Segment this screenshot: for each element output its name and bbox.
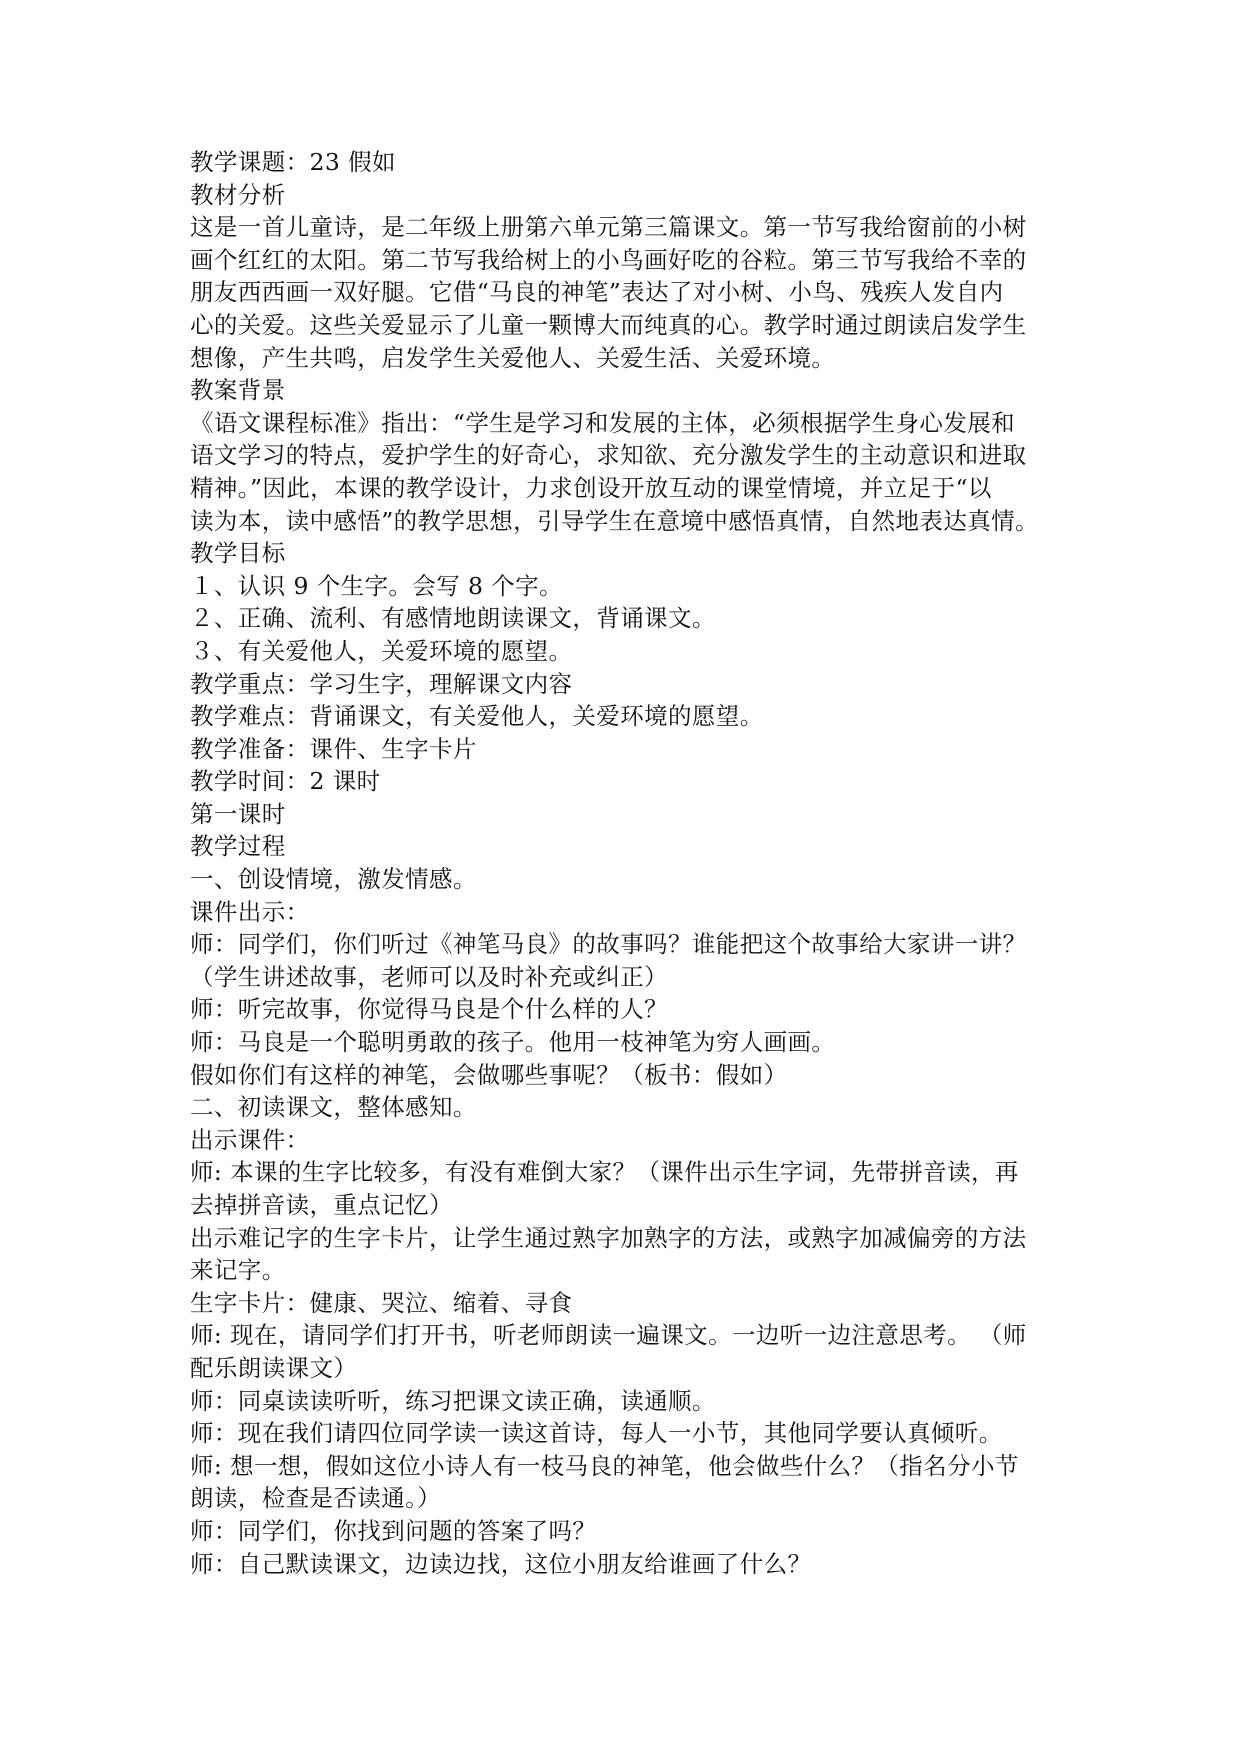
difficult-point: 教学难点：背诵课文，有关爱他人，关爱环境的愿望。 [190, 702, 764, 731]
document-page [190, 146, 1060, 1580]
paragraph-line: 朋友西西画一双好腿。它借“马良的神笔”表达了对小树、小鸟、残疾人发自内 [190, 278, 1004, 307]
paragraph-line: 师：同学们，你找到问题的答案了吗？ [190, 1516, 597, 1545]
paragraph-line: 师: 本课的生字比较多，有没有难倒大家？（课件出示生字词，先带拼音读，再 [190, 1158, 1019, 1187]
teaching-time: 教学时间：2 课时 [190, 767, 381, 796]
lesson-title: 教学课题：23 假如 [190, 148, 396, 176]
paragraph-line: 出示课件： [190, 1125, 310, 1154]
paragraph-line: 来记字。 [190, 1256, 286, 1285]
paragraph-line: 去掉拼音读，重点记忆） [190, 1191, 453, 1219]
section-heading-process: 教学过程 [190, 832, 286, 861]
section-heading-analysis: 教材分析 [190, 180, 286, 209]
paragraph-line: 师: 想一想，假如这位小诗人有一枝马良的神笔，他会做些什么？（指名分小节 [190, 1451, 1019, 1480]
paragraph-line: 生字卡片：健康、哭泣、缩着、寻食 [190, 1288, 573, 1317]
paragraph-line: 师：听完故事，你觉得马良是个什么样的人？ [190, 995, 668, 1024]
paragraph-line: 师：自己默读课文，边读边找，这位小朋友给谁画了什么？ [190, 1549, 812, 1578]
paragraph-line: 心的关爱。这些关爱显示了儿童一颗博大而纯真的心。教学时通过朗读启发学生 [190, 310, 1027, 339]
paragraph-line: 配乐朗读课文） [190, 1353, 358, 1382]
paragraph-line: 精神。”因此，本课的教学设计，力求创设开放互动的课堂情境，并立足于“以 [190, 473, 992, 502]
step-heading: 一、创设情境，激发情感。 [190, 865, 477, 894]
paragraph-line: 师：同学们，你们听过《神笔马良》的故事吗？谁能把这个故事给大家讲一讲？ [190, 930, 1027, 959]
paragraph-line: 画个红红的太阳。第二节写我给树上的小鸟画好吃的谷粒。第三节写我给不幸的 [190, 245, 1027, 274]
paragraph-line: 假如你们有这样的神笔，会做哪些事呢？（板书：假如） [190, 1060, 788, 1089]
paragraph-line: 出示难记字的生字卡片，让学生通过熟字加熟字的方法，或熟字加减偏旁的方法 [190, 1223, 1027, 1252]
paragraph-line: 师: 现在，请同学们打开书，听老师朗读一遍课文。一边听一边注意思考。 （师 [190, 1321, 1027, 1350]
paragraph-line: 语文学习的特点，爱护学生的好奇心，求知欲、充分激发学生的主动意识和进取 [190, 441, 1027, 470]
paragraph-line: 师：马良是一个聪明勇敢的孩子。他用一枝神笔为穷人画画。 [190, 1028, 836, 1057]
paragraph-line: （学生讲述故事，老师可以及时补充或纠正） [190, 962, 668, 991]
goal-item: １、认识 9 个生字。会写 8 个字。 [190, 571, 563, 600]
paragraph-line: 朗读，检查是否读通。） [190, 1484, 442, 1513]
lesson-period-heading: 第一课时 [190, 799, 286, 828]
paragraph-line: 《语文课程标准》指出：“学生是学习和发展的主体，必须根据学生身心发展和 [190, 408, 1016, 437]
section-heading-goals: 教学目标 [190, 539, 286, 568]
paragraph-line: 读为本，读中感悟”的教学思想，引导学生在意境中感悟真情，自然地表达真情。 [190, 506, 1039, 535]
goal-item: ２、正确、流利、有感情地朗读课文，背诵课文。 [190, 604, 716, 633]
paragraph-line: 师：现在我们请四位同学读一读这首诗，每人一小节，其他同学要认真倾听。 [190, 1419, 1003, 1448]
section-heading-background: 教案背景 [190, 376, 286, 405]
paragraph-line: 师：同桌读读听听，练习把课文读正确，读通顺。 [190, 1386, 716, 1415]
key-point: 教学重点：学习生字，理解课文内容 [190, 669, 573, 698]
paragraph-line: 想像，产生共鸣，启发学生关爱他人、关爱生活、关爱环境。 [190, 343, 836, 372]
paragraph-line: 课件出示： [190, 897, 310, 926]
step-heading: 二、初读课文，整体感知。 [190, 1093, 477, 1122]
paragraph-line: 这是一首儿童诗，是二年级上册第六单元第三篇课文。第一节写我给窗前的小树 [190, 213, 1027, 242]
goal-item: ３、有关爱他人，关爱环境的愿望。 [190, 636, 573, 665]
preparation: 教学准备：课件、生字卡片 [190, 734, 477, 763]
